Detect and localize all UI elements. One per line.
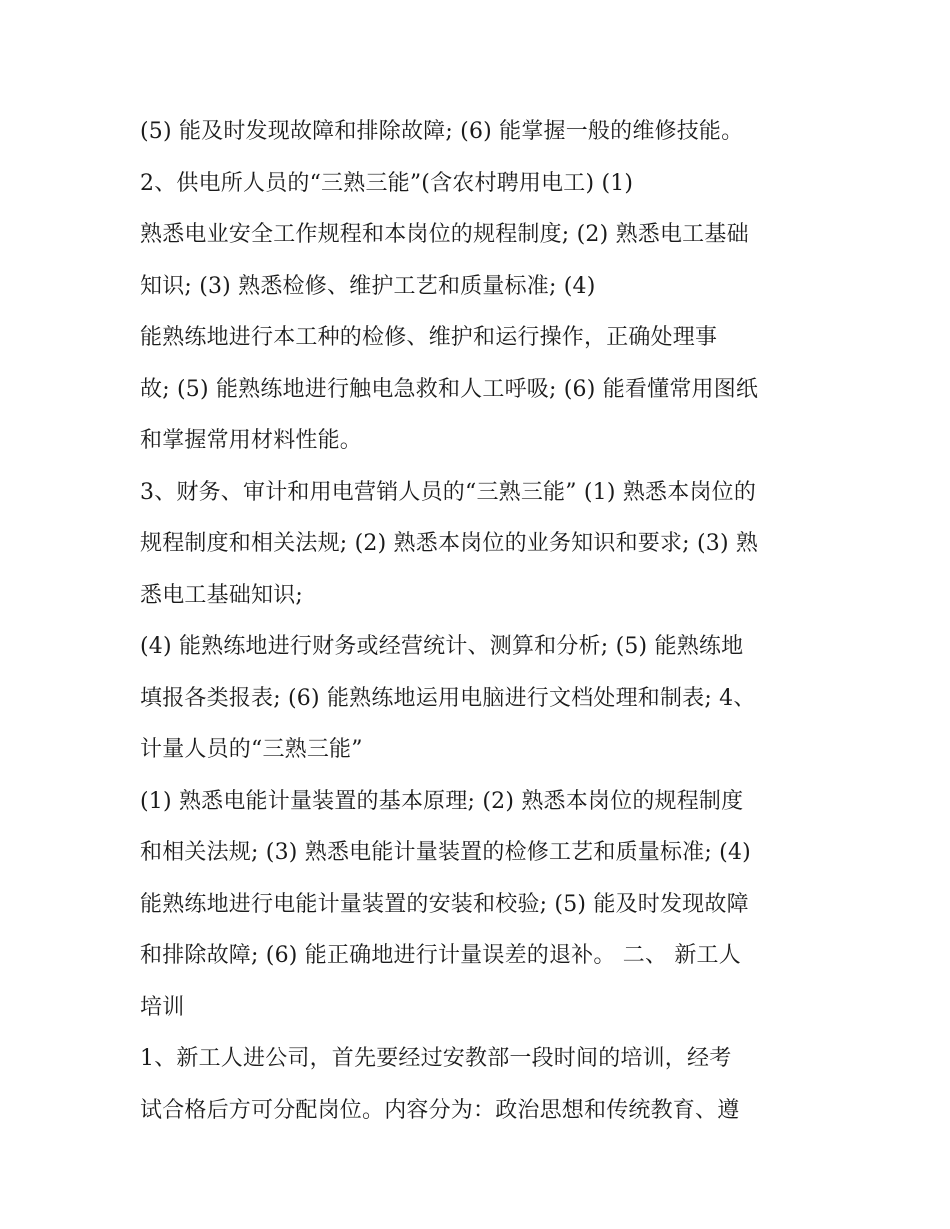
text-line: 能熟练地进行电能计量装置的安装和校验; (5) 能及时发现故障 [140, 891, 749, 917]
text-line: 和排除故障; (6) 能正确地进行计量误差的退补。 二、 新工人 [140, 943, 741, 968]
text-line: 2、供电所人员的“三熟三能”(含农村聘用电工) (1) [140, 170, 634, 196]
text-line: 故; (5) 能熟练地进行触电急救和人工呼吸; (6) 能看懂常用图纸 [140, 376, 759, 402]
text-line: 知识; (3) 熟悉检修、维护工艺和质量标准; (4) [140, 273, 596, 299]
text-line: 悉电工基础知识; [140, 582, 304, 608]
text-line: 计量人员的“三熟三能” [140, 737, 363, 762]
text-line: 3、财务、审计和用电营销人员的“三熟三能” (1) 熟悉本岗位的 [140, 479, 757, 505]
text-line: 试合格后方可分配岗位。内容分为：政治思想和传统教育、遵 [140, 1097, 740, 1123]
text-line: (5) 能及时发现故障和排除故障; (6) 能掌握一般的维修技能。 [140, 119, 744, 144]
text-line: 培训 [140, 994, 185, 1020]
document-body [140, 106, 820, 1136]
text-line: 1、新工人进公司，首先要经过安教部一段时间的培训，经考 [140, 1046, 732, 1071]
text-line: 规程制度和相关法规; (2) 熟悉本岗位的业务知识和要求; (3) 熟 [140, 531, 759, 556]
text-line: (1) 熟悉电能计量装置的基本原理; (2) 熟悉本岗位的规程制度 [140, 788, 744, 814]
text-line: 能熟练地进行本工种的检修、维护和运行操作，正确处理事 [140, 325, 718, 350]
text-line: 和掌握常用材料性能。 [140, 428, 363, 453]
text-line: 熟悉电业安全工作规程和本岗位的规程制度; (2) 熟悉电工基础 [140, 222, 749, 247]
text-line: 和相关法规; (3) 熟悉电能计量装置的检修工艺和质量标准; (4) [140, 840, 751, 865]
text-line: (4) 能熟练地进行财务或经营统计、测算和分析; (5) 能熟练地 [140, 634, 744, 659]
text-line: 填报各类报表; (6) 能熟练地运用电脑进行文档处理和制表; 4、 [140, 685, 756, 711]
